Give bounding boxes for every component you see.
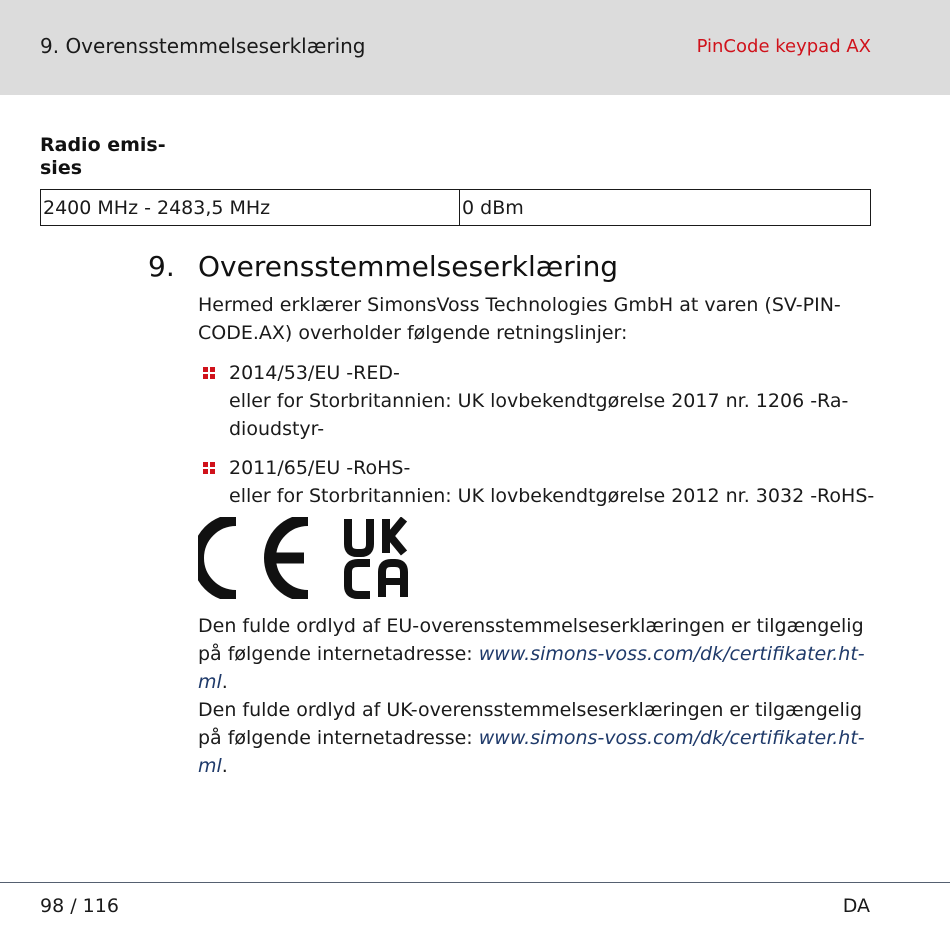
footer-divider (0, 882, 950, 883)
intro-line2: CODE.AX) overholder følgende retningslinjer: (198, 322, 628, 344)
directive-1-line3: dioudstyr- (229, 418, 325, 440)
directive-2-line2: eller for Storbritannien: UK lovbekendtgørelse 2012 nr. 3032 -RoHS- (229, 485, 875, 507)
conformity-marks (198, 517, 430, 599)
ukca-mark-icon (348, 519, 404, 597)
red-square-bullet-icon (203, 367, 215, 379)
eu-text-line3 (198, 668, 870, 696)
radio-emissions-table (40, 189, 871, 226)
eu-text-line2 (198, 640, 870, 668)
eu-declaration-paragraph (198, 612, 870, 696)
red-square-bullet-icon (203, 462, 215, 474)
list-item (229, 359, 874, 443)
header-section-title: 9. Overensstemmelseserklæring (40, 34, 366, 58)
eu-text-line1: Den fulde ordlyd af EU-overensstemmelseserklæringen er tilgængelig (198, 615, 864, 637)
uk-declaration-paragraph (198, 696, 870, 780)
page-number: 98 / 116 (40, 895, 119, 917)
ce-mark-icon (198, 520, 308, 596)
eu-text-end: . (221, 671, 228, 693)
table-row (41, 190, 871, 226)
page-header (0, 0, 950, 95)
eu-certificate-link-continued[interactable]: ml (198, 671, 222, 693)
radio-label-line2: sies (40, 157, 83, 179)
eu-text-prefix: på følgende internetadresse: (198, 643, 479, 665)
section-title: Overensstemmelseserklæring (198, 250, 619, 283)
language-code: DA (842, 895, 870, 917)
uk-certificate-link-continued[interactable]: ml (198, 755, 222, 777)
uk-text-line2 (198, 724, 870, 752)
power-cell: 0 dBm (460, 190, 871, 226)
uk-certificate-link[interactable]: www.simons-voss.com/dk/certifikater.ht- (478, 727, 865, 749)
eu-certificate-link[interactable]: www.simons-voss.com/dk/certifikater.ht- (478, 643, 865, 665)
uk-text-line1: Den fulde ordlyd af UK-overensstemmelseserklæringen er tilgængelig (198, 699, 863, 721)
radio-label-line1: Radio emis- (40, 134, 166, 156)
intro-line1: Hermed erklærer SimonsVoss Technologies GmbH at varen (SV-PIN- (198, 294, 841, 316)
directive-1-line2: eller for Storbritannien: UK lovbekendtgørelse 2017 nr. 1206 -Ra- (229, 390, 849, 412)
uk-text-prefix: på følgende internetadresse: (198, 727, 479, 749)
radio-emissions-label (40, 134, 180, 180)
intro-paragraph (198, 291, 870, 347)
frequency-cell: 2400 MHz - 2483,5 MHz (41, 190, 460, 226)
uk-text-line3 (198, 752, 870, 780)
uk-text-end: . (221, 755, 228, 777)
directive-2-line1: 2011/65/EU -RoHS- (229, 457, 411, 479)
directive-1-line1: 2014/53/EU -RED- (229, 362, 400, 384)
section-number: 9. (148, 250, 175, 283)
list-item (229, 454, 874, 510)
header-product-name: PinCode keypad AX (696, 36, 871, 57)
